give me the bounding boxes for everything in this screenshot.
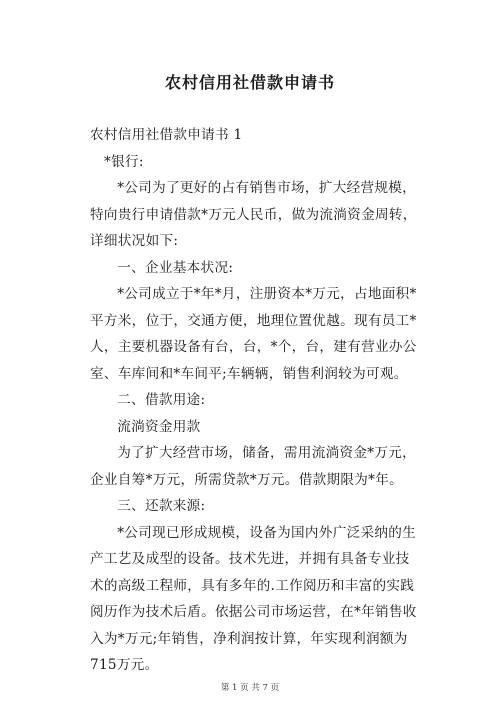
paragraph-basic-info: *公司成立于*年*月，注册资本*万元，占地面积*平方米，位于，交通方便，地理位置优越。现有员工*人，主要机器设备有台，台，*个，台，建有营业办公室、车库间和*车间平;车辆辆，销售利润较为可观。 — [90, 286, 417, 382]
section-heading-repayment: 三、还款来源: — [117, 498, 206, 514]
salutation: *银行: — [104, 153, 144, 170]
paragraph-loan-purpose: 为了扩大经营市场，储备，需用流淌资金*万元，企业自筹*万元，所需贷款*万元。借款期限为*年。 — [90, 445, 417, 488]
section-heading-loan-purpose: 二、借款用途: — [117, 392, 206, 408]
page-indicator: 第 1 页 共 7 页 — [220, 683, 280, 693]
document-body — [90, 122, 420, 679]
paragraph-loan-purpose-short: 流淌资金用款 — [117, 418, 201, 435]
section-heading-basic-info: 一、企业基本状况: — [117, 259, 234, 276]
document-title: 农村信用社借款申请书 — [164, 73, 335, 92]
document-subtitle: 农村信用社借款申请书 1 — [90, 127, 243, 143]
paragraph-repayment: *公司现已形成规模，设备为国内外广泛采纳的生产工艺及成型的设备。技术先进，并拥有具备专业技术的高级工程师，具有多年的.工作阅历和丰富的实践阅历作为技术后盾。依据公司市场运营，在*年销售收入为*万元;年销售，净利润按计算，年实现利润额为715万元。 — [90, 524, 417, 673]
paragraph-intro: *公司为了更好的占有销售市场，扩大经营规模，特向贵行申请借款*万元人民币，做为流淌资金周转，详细状况如下: — [90, 180, 417, 249]
